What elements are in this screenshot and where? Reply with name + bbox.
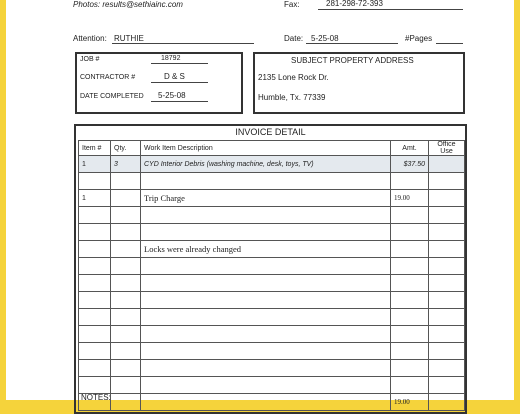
row-amt-cell — [391, 360, 429, 377]
photos-line — [73, 0, 183, 9]
row-item-cell — [79, 292, 111, 309]
col-header-qty: Qty. — [111, 141, 141, 156]
row-qty-cell — [111, 207, 141, 224]
invoice-row — [79, 292, 465, 309]
row-desc-cell: Trip Charge — [141, 190, 391, 207]
row-amt-cell — [391, 207, 429, 224]
row-amt-cell — [391, 326, 429, 343]
row-qty-cell — [111, 292, 141, 309]
invoice-row — [79, 394, 465, 411]
row-qty-cell — [111, 394, 141, 411]
invoice-row — [79, 173, 465, 190]
fax-value: 281-298-72-393 — [326, 0, 383, 8]
row-amt-cell: 19.00 — [391, 394, 429, 411]
invoice-row — [79, 360, 465, 377]
job-label: JOB # — [80, 56, 100, 63]
row-desc-cell — [141, 377, 391, 394]
invoice-row — [79, 275, 465, 292]
row-qty-cell — [111, 224, 141, 241]
row-item-cell — [79, 224, 111, 241]
notes-label: NOTES: — [81, 393, 111, 402]
invoice-row — [79, 156, 465, 173]
row-qty-cell — [111, 258, 141, 275]
row-amt-cell: 19.00 — [391, 190, 429, 207]
attention-underline — [112, 43, 254, 44]
attention-label: Attention: — [73, 34, 107, 43]
row-office-cell — [429, 241, 465, 258]
row-desc-cell — [141, 343, 391, 360]
row-office-cell — [429, 275, 465, 292]
row-qty-cell — [111, 377, 141, 394]
row-office-cell — [429, 394, 465, 411]
row-qty-cell — [111, 241, 141, 258]
row-office-cell — [429, 360, 465, 377]
row-desc-cell — [141, 309, 391, 326]
row-office-cell — [429, 326, 465, 343]
property-address-line1: 2135 Lone Rock Dr. — [258, 73, 329, 82]
row-amt-cell — [391, 343, 429, 360]
date-label: Date: — [284, 34, 304, 43]
row-amt-cell — [391, 275, 429, 292]
row-amt-cell — [391, 309, 429, 326]
row-office-cell — [429, 377, 465, 394]
row-desc-cell: Locks were already changed — [141, 241, 391, 258]
photos-label: Photos: — [73, 0, 101, 9]
row-item-cell — [79, 207, 111, 224]
property-address-line2: Humble, Tx. 77339 — [258, 93, 326, 102]
row-desc-cell — [141, 394, 391, 411]
invoice-row — [79, 258, 465, 275]
row-qty-cell — [111, 343, 141, 360]
invoice-title: INVOICE DETAIL — [235, 127, 306, 137]
row-office-cell — [429, 224, 465, 241]
row-office-cell — [429, 156, 465, 173]
date-underline — [306, 43, 398, 44]
row-office-cell — [429, 258, 465, 275]
row-desc-cell — [141, 275, 391, 292]
date-completed-label: DATE COMPLETED — [80, 93, 144, 100]
invoice-page — [6, 0, 514, 406]
row-item-cell: 1 — [79, 156, 111, 173]
date-completed-value: 5-25-08 — [158, 91, 186, 100]
fax-label: Fax: — [284, 0, 300, 9]
row-qty-cell — [111, 309, 141, 326]
invoice-row — [79, 343, 465, 360]
row-item-cell: 1 — [79, 190, 111, 207]
property-title: SUBJECT PROPERTY ADDRESS — [291, 56, 414, 65]
row-office-cell — [429, 207, 465, 224]
invoice-row — [79, 309, 465, 326]
row-qty-cell — [111, 275, 141, 292]
row-qty-cell: 3 — [111, 156, 141, 173]
row-item-cell — [79, 360, 111, 377]
row-item-cell — [79, 343, 111, 360]
row-amt-cell — [391, 258, 429, 275]
pages-label: #Pages — [405, 34, 433, 43]
attention-value: RUTHIE — [114, 34, 144, 43]
row-desc-cell — [141, 207, 391, 224]
col-header-office: Office Use — [429, 141, 465, 156]
invoice-table — [78, 140, 465, 411]
row-desc-cell — [141, 258, 391, 275]
contractor-value: D & S — [164, 72, 185, 81]
invoice-header-row — [79, 141, 465, 156]
row-item-cell — [79, 275, 111, 292]
row-desc-cell — [141, 173, 391, 190]
row-amt-cell — [391, 377, 429, 394]
row-qty-cell — [111, 190, 141, 207]
row-desc-cell — [141, 326, 391, 343]
job-underline — [151, 63, 208, 64]
row-qty-cell — [111, 326, 141, 343]
row-office-cell — [429, 309, 465, 326]
row-item-cell — [79, 173, 111, 190]
row-qty-cell — [111, 360, 141, 377]
row-item-cell — [79, 377, 111, 394]
row-amt-cell — [391, 292, 429, 309]
row-desc-cell — [141, 360, 391, 377]
row-amt-cell: $37.50 — [391, 156, 429, 173]
fax-underline — [318, 9, 463, 10]
invoice-row — [79, 377, 465, 394]
photos-email[interactable]: results@sethiainc.com — [102, 0, 183, 9]
row-desc-cell: CYD Interior Debris (washing machine, desk, toys, TV) — [141, 156, 391, 173]
row-amt-cell — [391, 173, 429, 190]
row-item-cell — [79, 241, 111, 258]
row-item-cell — [79, 326, 111, 343]
invoice-row — [79, 241, 465, 258]
row-desc-cell — [141, 292, 391, 309]
row-office-cell — [429, 173, 465, 190]
invoice-row — [79, 207, 465, 224]
col-header-item: Item # — [79, 141, 111, 156]
date-value: 5-25-08 — [311, 34, 339, 43]
contractor-label: CONTRACTOR # — [80, 74, 136, 81]
col-header-desc: Work Item Description — [141, 141, 391, 156]
invoice-row — [79, 190, 465, 207]
row-office-cell — [429, 292, 465, 309]
row-office-cell — [429, 343, 465, 360]
date-completed-underline — [151, 101, 208, 102]
row-qty-cell — [111, 173, 141, 190]
row-item-cell — [79, 309, 111, 326]
job-box — [75, 52, 243, 114]
row-amt-cell — [391, 241, 429, 258]
pages-underline — [436, 43, 463, 44]
contractor-underline — [151, 82, 208, 83]
job-value: 18792 — [161, 55, 181, 62]
invoice-row — [79, 326, 465, 343]
row-amt-cell — [391, 224, 429, 241]
invoice-row — [79, 224, 465, 241]
row-desc-cell — [141, 224, 391, 241]
col-header-amt: Amt. — [391, 141, 429, 156]
row-item-cell — [79, 258, 111, 275]
row-office-cell — [429, 190, 465, 207]
